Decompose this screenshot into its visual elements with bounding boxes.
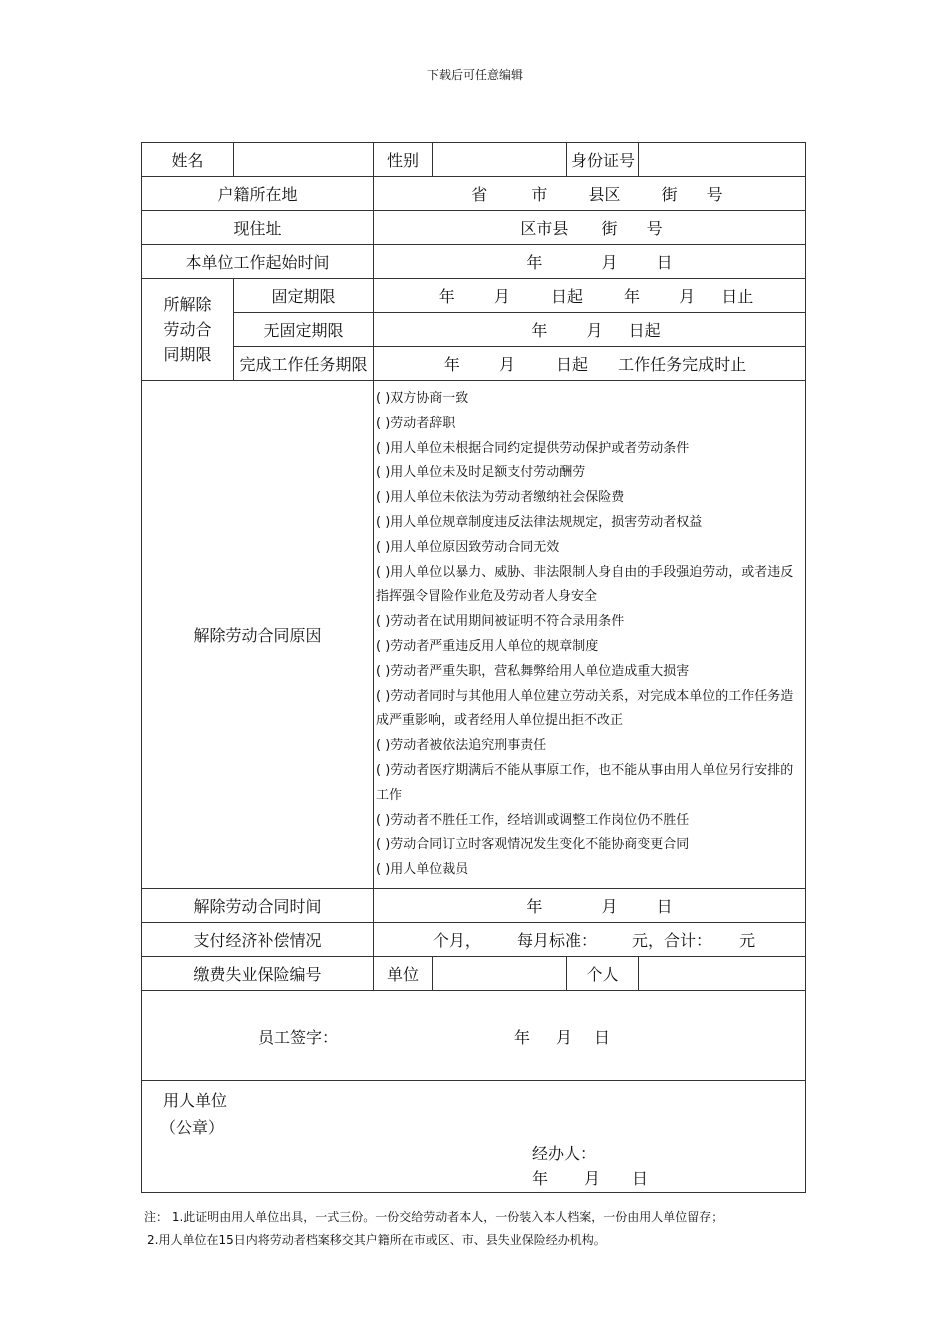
row-address <box>142 211 806 245</box>
reason-item[interactable]: ( )用人单位未及时足额支付劳动酬劳 <box>376 465 586 481</box>
address-label: 现住址 <box>142 211 374 245</box>
address-district: 区市县 <box>520 219 569 238</box>
row-employee-sign <box>142 991 806 1081</box>
month-unit: 月 <box>679 287 696 306</box>
name-label: 姓名 <box>142 143 234 177</box>
address-street: 街 <box>601 219 618 238</box>
year-unit: 年 <box>532 1169 549 1188</box>
row-open-term <box>142 313 806 347</box>
day-unit: 日 <box>656 897 673 916</box>
month-unit: 月 <box>601 253 618 272</box>
reason-item[interactable]: ( )劳动合同订立时客观情况发生变化不能协商变更合同 <box>376 837 690 853</box>
insurance-unit-label: 单位 <box>374 957 433 991</box>
gender-label: 性别 <box>374 143 433 177</box>
reason-item[interactable]: ( )劳动者同时与其他用人单位建立劳动关系，对完成本单位的工作任务造成严重影响，或者经用人单位提出拒不改正 <box>376 688 794 729</box>
fixed-term-field[interactable] <box>374 279 806 313</box>
row-hukou <box>142 177 806 211</box>
employee-sign-area[interactable] <box>142 991 806 1081</box>
insurance-unit-field[interactable] <box>433 957 567 991</box>
total-label: 元，合计： <box>632 931 713 950</box>
year-unit: 年 <box>438 287 455 306</box>
year-unit: 年 <box>624 287 641 306</box>
row-termination-time <box>142 889 806 923</box>
gender-field[interactable] <box>433 143 567 177</box>
reasons-list <box>374 381 806 889</box>
hukou-province: 省 <box>471 185 488 204</box>
reason-item[interactable]: ( )用人单位未依法为劳动者缴纳社会保险费 <box>376 490 625 506</box>
termination-time-label: 解除劳动合同时间 <box>142 889 374 923</box>
year-unit: 年 <box>514 1028 531 1047</box>
address-field[interactable] <box>374 211 806 245</box>
reason-item[interactable]: ( )劳动者不胜任工作，经培训或调整工作岗位仍不胜任 <box>376 812 690 828</box>
reason-item[interactable]: ( )用人单位裁员 <box>376 862 469 878</box>
open-term-field[interactable] <box>374 313 806 347</box>
id-label: 身份证号 <box>567 143 639 177</box>
reason-item[interactable]: ( )双方协商一致 <box>376 391 469 406</box>
employer-sign-area[interactable] <box>142 1081 806 1193</box>
reason-item[interactable]: ( )用人单位原因致劳动合同无效 <box>376 539 560 555</box>
month-unit: 月 <box>586 321 603 340</box>
address-number: 号 <box>646 219 663 238</box>
employee-sign-label: 员工签字： <box>258 1028 339 1047</box>
hukou-label: 户籍所在地 <box>142 177 374 211</box>
reason-item[interactable]: ( )劳动者被依法追究刑事责任 <box>376 738 547 754</box>
task-term-label: 完成工作任务期限 <box>234 347 374 381</box>
row-task-term <box>142 347 806 381</box>
row-employer <box>142 1081 806 1193</box>
reason-item[interactable]: ( )劳动者辞职 <box>376 415 456 431</box>
fixed-term-label: 固定期限 <box>234 279 374 313</box>
task-end-text: 工作任务完成时止 <box>618 355 747 374</box>
insurance-personal-label: 个人 <box>567 957 639 991</box>
year-unit: 年 <box>526 897 543 916</box>
day-unit: 日 <box>594 1028 611 1047</box>
termination-time-field[interactable] <box>374 889 806 923</box>
year-unit: 年 <box>531 321 548 340</box>
employer-label: 用人单位 <box>163 1091 228 1110</box>
row-reasons <box>142 381 806 889</box>
id-field[interactable] <box>639 143 806 177</box>
day-start-unit: 日起 <box>556 355 589 374</box>
year-unit: 年 <box>526 253 543 272</box>
start-time-label: 本单位工作起始时间 <box>142 245 374 279</box>
year-unit: 年 <box>443 355 460 374</box>
monthly-standard-label: 每月标准： <box>516 931 597 950</box>
row-insurance <box>142 957 806 991</box>
insurance-personal-field[interactable] <box>639 957 806 991</box>
day-unit: 日 <box>632 1169 649 1188</box>
contract-term-group-label <box>142 279 234 381</box>
reason-item[interactable]: ( )劳动者严重失职，营私舞弊给用人单位造成重大损害 <box>376 663 690 679</box>
hukou-county: 县区 <box>588 185 621 204</box>
row-start-time <box>142 245 806 279</box>
name-field[interactable] <box>234 143 374 177</box>
yuan-unit: 元 <box>739 931 756 950</box>
page-header: 下载后可任意编辑 <box>426 68 523 82</box>
hukou-city: 市 <box>531 185 548 204</box>
compensation-field[interactable] <box>374 923 806 957</box>
hukou-street: 街 <box>661 185 678 204</box>
reason-item[interactable]: ( )劳动者医疗期满后不能从事原工作，也不能从事由用人单位另行安排的工作 <box>376 762 794 803</box>
hukou-field[interactable] <box>374 177 806 211</box>
reason-item[interactable]: ( )劳动者严重违反用人单位的规章制度 <box>376 638 599 654</box>
month-unit: 月 <box>498 355 515 374</box>
months-unit: 个月， <box>432 931 481 950</box>
start-time-field[interactable] <box>374 245 806 279</box>
contract-term-group-text: 所解除劳动合同期限 <box>163 295 212 364</box>
month-unit: 月 <box>601 897 618 916</box>
day-start-unit: 日起 <box>550 287 583 306</box>
row-fixed-term <box>142 279 806 313</box>
reason-item[interactable]: ( )用人单位以暴力、威胁、非法限制人身自由的手段强迫劳动，或者违反指挥强令冒险作业危及劳动者人身安全 <box>376 564 794 605</box>
day-unit: 日 <box>656 253 673 272</box>
hukou-number: 号 <box>706 185 723 204</box>
note-2: 2.用人单位在15日内将劳动者档案移交其户籍所在市或区、市、县失业保险经办机构。 <box>147 1233 606 1247</box>
reason-item[interactable]: ( )用人单位未根据合同约定提供劳动保护或者劳动条件 <box>376 440 690 456</box>
note-1: 注： 1.此证明由用人单位出具，一式三份。一份交给劳动者本人，一份装入本人档案，一份由用人单位留存； <box>144 1210 724 1224</box>
month-unit: 月 <box>493 287 510 306</box>
notes <box>144 1206 867 1252</box>
month-unit: 月 <box>556 1028 573 1047</box>
open-term-label: 无固定期限 <box>234 313 374 347</box>
row-basic-info <box>142 143 806 177</box>
insurance-label: 缴费失业保险编号 <box>142 957 374 991</box>
reason-item[interactable]: ( )劳动者在试用期间被证明不符合录用条件 <box>376 614 625 630</box>
month-unit: 月 <box>584 1169 601 1188</box>
reasons-label: 解除劳动合同原因 <box>142 381 374 889</box>
reason-item[interactable]: ( )用人单位规章制度违反法律法规规定，损害劳动者权益 <box>376 514 703 530</box>
task-term-field[interactable] <box>374 347 806 381</box>
termination-certificate-form <box>141 142 806 1193</box>
handler-label: 经办人： <box>532 1144 597 1163</box>
compensation-label: 支付经济补偿情况 <box>142 923 374 957</box>
row-compensation <box>142 923 806 957</box>
day-start-unit: 日起 <box>628 321 661 340</box>
day-end-unit: 日止 <box>721 287 754 306</box>
seal-label: （公章） <box>160 1118 225 1137</box>
